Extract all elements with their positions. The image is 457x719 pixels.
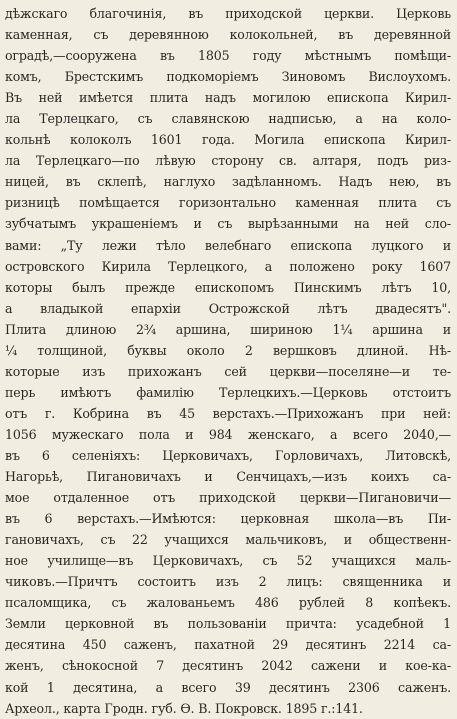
text-line: комъ, Брестскимъ подкоморіемъ Зиновомъ Вислоухомъ. — [5, 69, 451, 85]
text-line: дѣжскаго благочинія, въ приходской церкви. Церковь — [5, 6, 451, 21]
text-line: отъ г. Кобрина въ 45 верстахъ.—Прихожанъ при ней: — [5, 405, 451, 421]
text-line: ницей, въ склепѣ, наглухо задѣланномъ. Надъ нею, въ — [5, 174, 451, 190]
text-line: каменная, съ деревянною колокольней, въ деревянной — [5, 27, 451, 43]
text-line: ла Терлецкаго—по лѣвую сторону св. алтаря, подъ риз- — [5, 153, 451, 169]
text-line: женъ, сѣнокосной 7 десятинъ 2042 сажени и кое-ка- — [5, 658, 451, 674]
text-line: гановичахъ, съ 22 учащихся мальчиковъ, и общественн- — [5, 532, 451, 548]
text-line: ¼ толщиной, буквы около 2 вершковъ длиной. Нѣ- — [5, 342, 451, 358]
text-line: 1056 мужескаго пола и 984 женскаго, а всего 2040,— — [5, 426, 451, 442]
text-line: кольнѣ колоколъ 1601 года. Могила епископа Кирил- — [5, 132, 451, 148]
text-line: которые изъ прихожанъ сей церкви—поселяне—и те- — [5, 363, 451, 379]
text-line: Въ ней имѣется плита надъ могилою епископа Кирил- — [5, 90, 451, 106]
text-line: Плита длиною 2¾ аршина, шириною 1¼ аршина и — [5, 321, 451, 337]
text-line: Нагорьѣ, Пигановичахъ и Сенчицахъ,—изъ коихъ са- — [5, 469, 451, 485]
text-line: островского Кирила Терлецкого, а положено року 1607 — [5, 258, 451, 274]
text-line: которы былъ прежде епископомъ Пинскимъ лѣтъ 10, — [5, 279, 451, 295]
text-line: вами: „Ту лежи тѣло велебнаго епископа луцкого и — [5, 237, 451, 253]
text-line: кой 1 десятина, а всего 39 десятинъ 2306 саженъ. — [5, 679, 451, 695]
citation-line: Археол., карта Гродн. губ. Ѳ. В. Покровск. 1895 г.:141. — [5, 700, 363, 716]
text-line: зубчатымъ украшеніемъ и съ вырѣзанными на ней сло- — [5, 216, 451, 232]
text-line: въ 6 селеніяхъ: Церковичахъ, Горловичахъ, Литовскѣ, — [5, 447, 451, 463]
text-line: мое отдаленное отъ приходской церкви—Пигановичи— — [5, 490, 451, 506]
text-line: перь имѣютъ фамилію Терлецкихъ.—Церковь отстоитъ — [5, 384, 451, 400]
text-line: псаломщика, съ жалованьемъ 486 рублей 8 копѣекъ. — [5, 595, 451, 611]
text-line: Земли церковной въ пользованіи причта: усадебной 1 — [5, 616, 451, 632]
text-line: ное училище—въ Церковичахъ, съ 52 учащихся маль- — [5, 553, 451, 569]
text-line: въ 6 верстахъ.—Имѣются: церковная школа—въ Пи- — [5, 511, 451, 527]
text-line: ла Терлецкаго, съ славянскою надписью, а на коло- — [5, 111, 451, 127]
text-line: чиковъ.—Причтъ состоитъ изъ 2 лицъ: священника и — [5, 574, 451, 590]
text-line: десятина 450 саженъ, пахатной 29 десятинъ 2214 са- — [5, 637, 451, 653]
text-line: оградѣ,—сооружена въ 1805 году мѣстнымъ помѣщи- — [5, 48, 451, 64]
text-line: а владыкой епархіи Острожской лѣтъ двадесятъ". — [5, 300, 451, 316]
text-line: ризницѣ помѣщается горизонтально каменная плита съ — [5, 195, 451, 211]
